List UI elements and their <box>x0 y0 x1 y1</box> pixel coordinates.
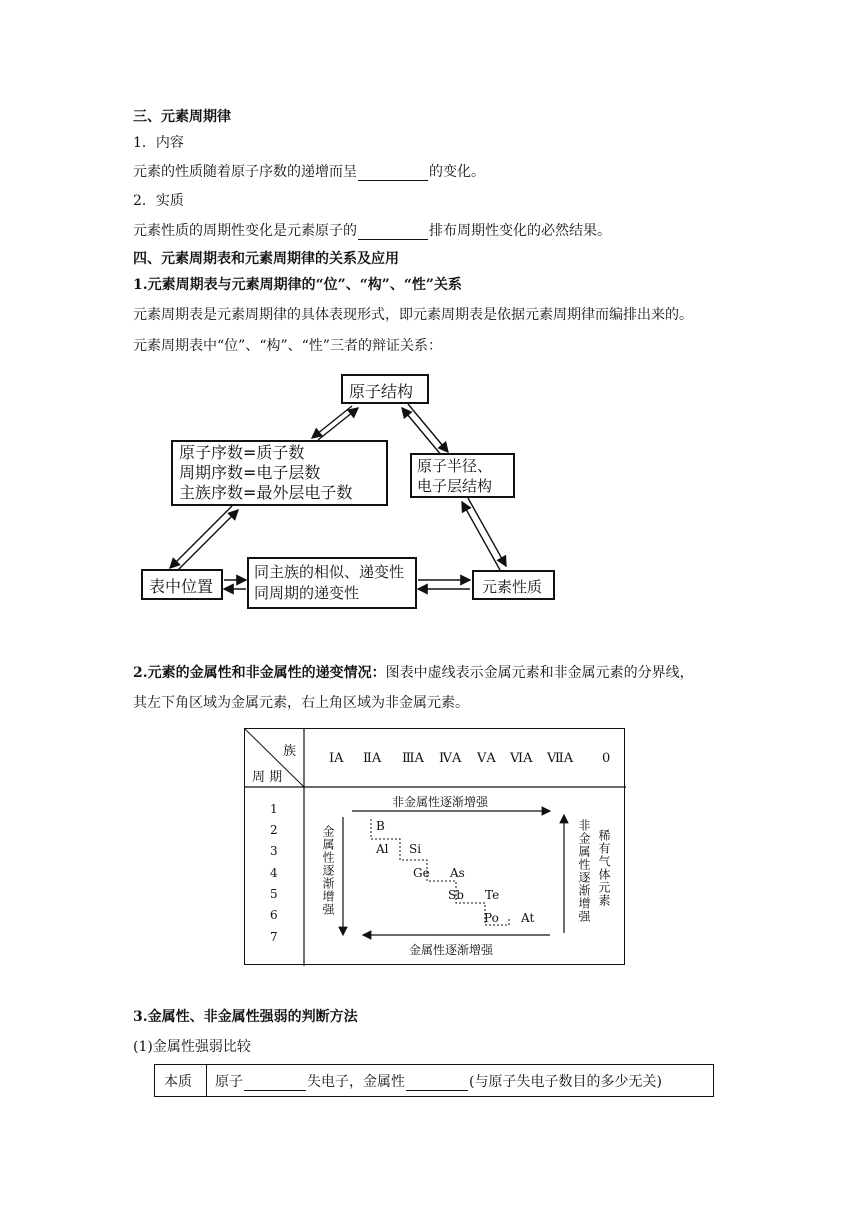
element-symbol: Al <box>376 842 389 856</box>
item-essence: 2．实质 <box>133 193 184 209</box>
group-label: ⅣA <box>439 751 462 766</box>
trend-box <box>247 557 417 609</box>
left-vertical-label: 金属性逐渐增强 <box>321 825 335 916</box>
section-heading-4: 四、元素周期表和元素周期律的关系及应用 <box>133 251 399 267</box>
property-box <box>472 570 555 600</box>
subheading-2 <box>133 664 694 682</box>
corner-period-label: 周 期 <box>252 770 283 785</box>
numbers-box <box>171 440 388 506</box>
corner-group-label: 族 <box>283 744 297 759</box>
fill-blank <box>244 1076 306 1091</box>
paragraph: 元素周期表中“位”、“构”、“性”三者的辩证关系： <box>133 338 442 354</box>
period-label: 3 <box>270 844 278 858</box>
element-symbol: Si <box>409 842 422 856</box>
numbers-line: 原子序数=质子数 <box>179 443 305 462</box>
subheading-1: 1.元素周期表与元素周期律的“位”、“构”、“性”关系 <box>133 277 462 293</box>
group-label: ⅡA <box>363 751 382 766</box>
period-label: 5 <box>270 887 278 901</box>
element-symbol: At <box>521 911 535 925</box>
noble-gas-label: 稀有气体元素 <box>597 829 611 907</box>
compare-pre: 原子 <box>215 1074 243 1090</box>
section-heading-3: 三、元素周期律 <box>133 109 231 125</box>
element-symbol: Sb <box>448 888 464 902</box>
atom-structure-box <box>341 374 429 404</box>
subheading-3: 3.金属性、非金属性强弱的判断方法 <box>133 1009 358 1025</box>
radius-box <box>410 453 515 498</box>
element-symbol: Te <box>485 888 500 902</box>
element-symbol: Ge <box>413 866 430 880</box>
period-label: 4 <box>270 866 278 880</box>
subheading-2-lead: 2.元素的金属性和非金属性的递变情况： <box>133 665 386 681</box>
subheading-2-rest: 图表中虚线表示金属元素和非金属元素的分界线， <box>385 665 694 681</box>
group-label: ⅢA <box>402 751 424 766</box>
text-post: 的变化。 <box>429 164 485 180</box>
element-symbol: As <box>450 866 465 880</box>
property-label: 元素性质 <box>482 578 543 596</box>
bottom-arrow-label: 金属性逐渐增强 <box>409 943 494 957</box>
compare-content-cell <box>215 1071 662 1091</box>
text-post: 排布周期性变化的必然结果。 <box>429 223 611 239</box>
item-metallic-compare: (1)金属性强弱比较 <box>133 1039 251 1055</box>
radius-line: 原子半径、 <box>417 457 493 475</box>
period-label: 7 <box>270 930 278 944</box>
group-label: ⅤA <box>477 751 496 766</box>
period-label: 1 <box>270 802 278 816</box>
group-label: ⅥA <box>510 751 533 766</box>
text-pre: 元素的性质随着原子序数的递增而呈 <box>133 164 357 180</box>
compare-post: (与原子失电子数目的多少无关) <box>469 1074 662 1090</box>
numbers-line: 主族序数=最外层电子数 <box>179 483 353 502</box>
compare-mid: 失电子，金属性 <box>307 1074 405 1090</box>
trend-line: 同周期的递变性 <box>254 584 360 602</box>
item-content: 1．内容 <box>133 135 184 151</box>
position-label: 表中位置 <box>149 577 214 596</box>
compare-label-cell <box>155 1065 207 1096</box>
text-pre: 元素性质的周期性变化是元素原子的 <box>133 223 357 239</box>
element-symbol: Po <box>484 911 499 925</box>
element-symbol: B <box>376 819 385 833</box>
group-label: ⅦA <box>547 751 574 766</box>
atom-structure-label: 原子结构 <box>349 382 414 401</box>
group-label: ⅠA <box>329 751 344 766</box>
paragraph: 元素周期表是元素周期律的具体表现形式，即元素周期表是依据元素周期律而编排出来的。 <box>133 307 693 323</box>
paragraph: 其左下角区域为金属元素，右上角区域为非金属元素。 <box>133 695 469 711</box>
metallic-compare-table <box>154 1064 714 1097</box>
position-box <box>141 569 223 600</box>
compare-label: 本质 <box>164 1074 192 1090</box>
period-label: 6 <box>270 908 278 922</box>
trend-line: 同主族的相似、递变性 <box>254 563 405 581</box>
group-label: 0 <box>602 751 611 766</box>
fill-blank <box>406 1076 468 1091</box>
periodic-trend-table <box>244 728 625 965</box>
numbers-line: 周期序数=电子层数 <box>179 463 321 482</box>
right-vertical-label: 非金属性逐渐增强 <box>577 819 591 923</box>
period-label: 2 <box>270 823 278 837</box>
top-arrow-label: 非金属性逐渐增强 <box>392 795 489 809</box>
radius-line: 电子层结构 <box>417 477 493 495</box>
